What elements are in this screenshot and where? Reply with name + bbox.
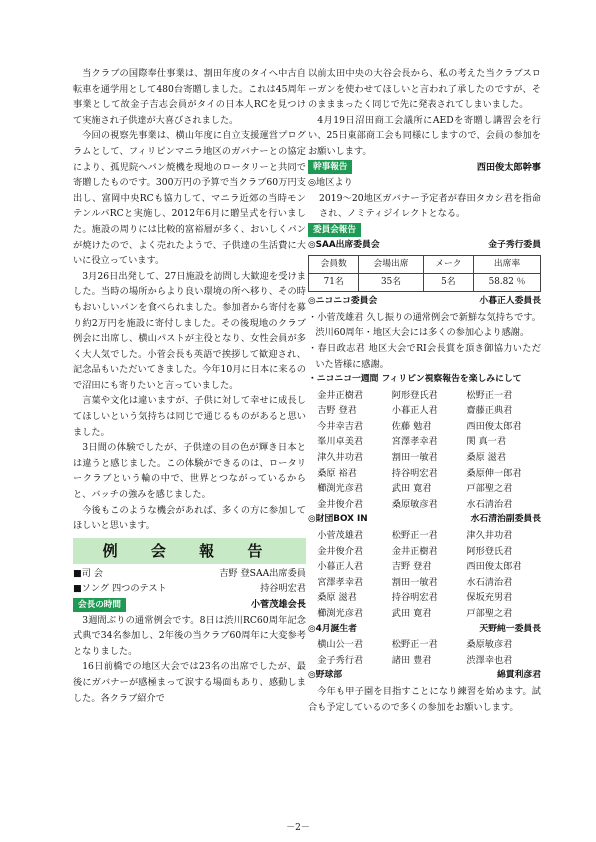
- member-name: 関 真一君: [466, 436, 507, 448]
- right-column: [308, 66, 541, 715]
- member-name: 桑原 滋君: [317, 592, 357, 604]
- chair-label: ■司 会: [73, 567, 103, 579]
- niko-item: ・小菅茂雄君 久し振りの通常例会で新鮮な気持ちです。渋川60周年・地区大会には多くの参加心より感謝。: [308, 311, 541, 339]
- attendance-header-row: [309, 256, 541, 274]
- member-name: 桑原敏彦君: [466, 639, 513, 651]
- attendance-value: 5名: [423, 274, 473, 292]
- member-name: 西田俊太郎君: [466, 561, 522, 573]
- member-name: 吉野 登君: [317, 405, 357, 417]
- member-name: 金井俊介君: [317, 545, 364, 557]
- attendance-header: 会員数: [309, 256, 359, 274]
- attendance-value: 71名: [309, 274, 359, 292]
- president-tag: 会長の時間: [73, 598, 126, 612]
- chair-row: [73, 566, 306, 582]
- member-name: 桑原敏彦君: [391, 498, 438, 510]
- member-name: 宮澤孝幸君: [391, 436, 438, 448]
- niko-item: ・ニコニコ一週間 フィリピン視察報告を楽しみにして: [308, 374, 522, 385]
- paragraph: 言葉や文化は違いますが、子供に対して幸せに成長してほしいという気持ちは同じで通じるものがあると思いました。: [73, 395, 306, 438]
- member-name: 渋澤幸也君: [466, 654, 513, 666]
- member-name: 津久井功君: [466, 530, 513, 542]
- member-name: 松野正一君: [466, 389, 513, 401]
- secretary-heading: [308, 160, 541, 176]
- box-heading: [308, 512, 541, 528]
- niko-names-grid: [308, 388, 541, 513]
- member-name: 齋藤正典君: [466, 405, 513, 417]
- member-name: 桑原 裕君: [317, 467, 357, 479]
- member-name: 持谷明宏君: [391, 592, 438, 604]
- member-name: 宮澤孝幸君: [317, 576, 364, 588]
- song-label: ■ソング 四つのテスト: [73, 583, 167, 595]
- member-name: 津久井功君: [317, 452, 364, 464]
- secretary-tag: 幹事報告: [308, 160, 352, 174]
- paragraph: 以前太田中央の大谷会長から、私の考えた当クラブスローガンを使わせてほしいと言われ了承したのですが、そのまままったく同じで先に発表されてしまいました。: [308, 68, 541, 111]
- paragraph: 16日前橋での地区大会では23名の出席でしたが、最後にガバナーが感極まって涙する場面もあり、感動しました。各クラブ紹介で: [73, 661, 306, 704]
- baseball-chair: 綿貫利彦君: [497, 670, 541, 681]
- attendance-value: 35名: [359, 274, 423, 292]
- member-name: 保坂充男君: [466, 592, 513, 604]
- attendance-header: 会場出席: [359, 256, 423, 274]
- saa-chair: 金子秀行委員: [488, 239, 541, 250]
- paragraph: 3日間の体験でしたが、子供達の目の色が輝き日本とは違うと感じました。この体験ができるのは、ロータリークラブという輪の中で、世界とつながっているからと、バッチの強みを感じました。: [73, 442, 306, 501]
- paragraph: 3週間ぶりの通常例会です。8日は渋川RC60周年記念式典で34名参加し、2年後の当クラブ60周年に大変参考となりました。: [73, 614, 306, 657]
- member-name: 今井幸吉君: [317, 420, 364, 432]
- attendance-value: 58.82 ％: [474, 274, 541, 292]
- member-name: 金井正樹君: [317, 389, 364, 401]
- chair-name: 吉野 登SAA出席委員: [219, 567, 306, 579]
- member-name: 松野正一君: [391, 639, 438, 651]
- baseball-heading: [308, 668, 541, 684]
- president-name: 小菅茂雄会長: [250, 599, 306, 610]
- niko-heading: [308, 294, 541, 310]
- member-name: 西田俊太郎君: [466, 420, 522, 432]
- paragraph: 4月19日沼田商工会議所にAEDを寄贈し講習会を行い、25日東部商工会も同様にしますので、会員の参加をお願いします。: [308, 114, 541, 157]
- member-name: 吉野 登君: [391, 561, 432, 573]
- member-name: 櫛渕光彦君: [317, 483, 364, 495]
- saa-heading: [308, 238, 541, 254]
- member-name: 割田一敏君: [391, 452, 438, 464]
- member-name: 小菅茂雄君: [317, 530, 364, 542]
- member-name: 武田 寛君: [391, 483, 432, 495]
- member-name: 小暮正人君: [391, 405, 438, 417]
- box-title: ◎財団BOX IN: [308, 514, 368, 525]
- member-name: 佐藤 勉君: [391, 420, 432, 432]
- member-name: 金子秀行君: [317, 654, 364, 666]
- attendance-table: [308, 255, 541, 292]
- secretary-name: 西田俊太郎幹事: [476, 161, 541, 173]
- baseball-text: 今年も甲子園を目指すことになり練習を始めます。試合も予定しているので多くの参加をお願いします。: [308, 685, 541, 713]
- song-name: 持谷明宏君: [260, 583, 306, 595]
- member-name: 金井俊介君: [317, 498, 364, 510]
- member-name: 阿形登氏君: [391, 389, 438, 401]
- saa-title: ◎SAA出席委員会: [308, 239, 380, 250]
- baseball-title: ◎野球部: [308, 670, 343, 681]
- member-name: 阿形登氏君: [466, 545, 513, 557]
- president-heading: [73, 597, 306, 613]
- page-number: －2－: [286, 823, 310, 833]
- paragraph: 当クラブの国際奉仕事業は、割田年度のタイへ中古自転車を通学用として480台寄贈しました。これは45周年事業として故金子吉志会員がタイの日本人RCを見つけて実施され子供達が大喜びされました。: [73, 68, 306, 126]
- birthday-names-grid: [308, 637, 541, 668]
- district-text: 2019～20地区ガバナー予定者が春田タカシ君を指命され、ノミティジイレクトとなる。: [319, 192, 541, 220]
- member-name: 戸部聖之君: [466, 608, 513, 619]
- member-name: 小暮正人君: [317, 561, 364, 573]
- niko-item: ・春日政志君 地区大会でRI会長賞を頂き御協力いただいた皆様に感謝。: [308, 342, 541, 370]
- paragraph: 3月26日出発して、27日施設を訪問し大歓迎を受けました。当時の場所からより良い環境の所へ移り、その時もおいしいパンを食べられました。参加者から寄付を募り約2万円を施設に寄付しました。その後現地のクラブ例会に出席し、横山パストが主役となり、女性会員が多く大人気でした。小菅会長も英語で挨拶して歓迎され、記念品もいただいてきました。今年10月に日本に来るので沼田にも寄りたいと言っていました。: [73, 270, 306, 391]
- member-name: 桑原伸一郎君: [466, 467, 522, 479]
- committee-heading: [308, 222, 541, 238]
- member-name: 桑原 滋君: [466, 452, 507, 464]
- birthday-chair: 天野純一委員長: [479, 623, 541, 634]
- member-name: 峯川卓美君: [317, 436, 364, 448]
- meeting-report-banner: 例 会 報 告: [73, 538, 306, 564]
- member-name: 割田一敏君: [391, 576, 438, 588]
- song-row: [73, 581, 306, 597]
- member-name: 水石清治君: [466, 576, 513, 588]
- attendance-header: 出席率: [474, 256, 541, 274]
- paragraph: 今後もこのような機会があれば、多くの方に参加してほしいと思います。: [73, 504, 306, 532]
- member-name: 松野正一君: [391, 530, 438, 542]
- member-name: 櫛渕光彦君: [317, 608, 364, 619]
- member-name: 金井正樹君: [391, 545, 438, 557]
- attendance-header: メーク: [423, 256, 473, 274]
- paragraph: 今回の視察先事業は、横山年度に自立支援運営プログラムとして、フィリピンマニラ地区のガバナーとの協定により、孤児院へパン焼機を現地のロータリーと共同で寄贈したものです。300万円の予算で当クラブ60万円支出し、富岡中央RCも協力して、マニラ近郊の当時モンテンルパRCと実施し、2012年6月に贈呈式を行いました。施設の周りには比較的富裕層が多く、おいしくパンが焼けたので、よく売れたようで、子供達の生活費に大いに役立っています。: [73, 130, 306, 267]
- district-heading: ◎地区より: [308, 177, 353, 189]
- member-name: 横山公一君: [317, 639, 364, 651]
- birthday-heading: [308, 622, 541, 638]
- member-name: 持谷明宏君: [391, 467, 438, 479]
- niko-title: ◎ニコニコ委員会: [308, 296, 378, 307]
- member-name: 諸田 豊君: [391, 654, 432, 666]
- member-name: 武田 寛君: [391, 608, 432, 619]
- member-name: 戸部聖之君: [466, 483, 513, 495]
- member-name: 水石清治君: [466, 498, 513, 510]
- box-names-grid: [308, 528, 541, 622]
- attendance-value-row: [309, 274, 541, 292]
- left-column: [73, 66, 306, 706]
- birthday-title: ◎4月誕生者: [308, 623, 357, 634]
- committee-tag: 委員会報告: [308, 223, 361, 237]
- niko-chair: 小暮正人委員長: [479, 296, 541, 307]
- box-chair: 水石清治副委員長: [470, 514, 541, 525]
